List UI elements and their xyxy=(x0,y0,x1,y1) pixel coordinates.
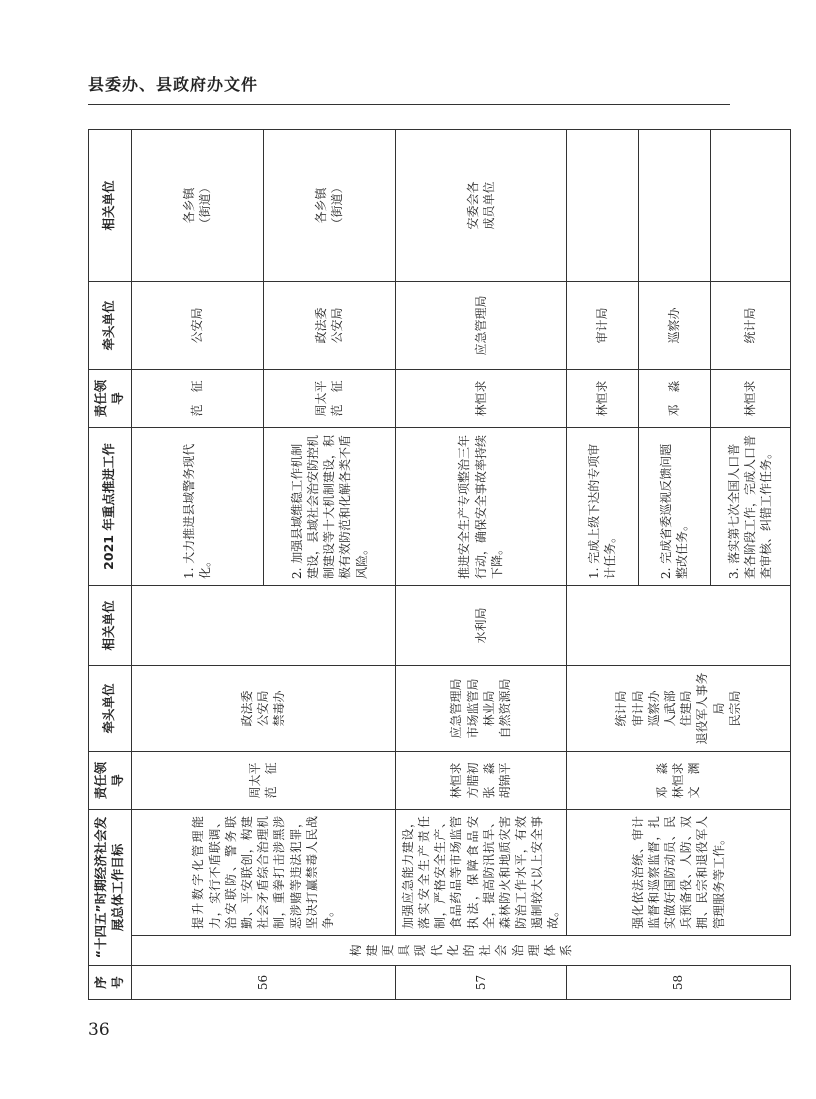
table-row xyxy=(395,130,566,1000)
task-lead-units: 应急管理局 xyxy=(395,282,566,370)
task-leaders: 邓 淼 xyxy=(638,370,710,428)
col-header-lead-unit: 牵头单位 xyxy=(89,666,132,752)
task-text: 2. 完成省委巡视反馈问题整改任务。 xyxy=(638,428,710,586)
table-row xyxy=(131,130,263,1000)
row-lead-units: 统计局 审计局 巡察办 人武部 住建局 退役军人事务局 民宗局 xyxy=(566,666,790,752)
task-related xyxy=(710,130,790,282)
task-leaders: 林恒求 xyxy=(710,370,790,428)
row-related: 水利局 xyxy=(395,586,566,666)
row-seq: 56 xyxy=(131,966,395,1000)
col-header-task-leader: 责任领导 xyxy=(89,370,132,428)
task-text: 3. 落实第七次全国人口普查各阶段工作，完成人口普查审核、纠错工作任务。 xyxy=(710,428,790,586)
col-header-goal: “十四五”时期经济社会发展总体工作目标 xyxy=(89,810,132,966)
col-header-leader: 责任领导 xyxy=(89,752,132,810)
row-goal: 强化依法治统、审计监督和巡察监督，扎实做好国防动员、民兵预备役、人防、双拥、民宗和退役军人管理服务等工作。 xyxy=(566,810,790,936)
work-target-table xyxy=(88,129,791,1000)
task-related xyxy=(638,130,710,282)
task-lead-units: 审计局 xyxy=(566,282,638,370)
rotated-table-container xyxy=(88,130,774,1000)
task-lead-units: 公安局 xyxy=(131,282,263,370)
row-lead-units: 政法委 公安局 禁毒办 xyxy=(131,666,395,752)
col-header-task-lead-unit: 牵头单位 xyxy=(89,282,132,370)
task-leaders: 范 征 xyxy=(131,370,263,428)
task-related xyxy=(566,130,638,282)
row-seq: 57 xyxy=(395,966,566,1000)
task-lead-units: 政法委 公安局 xyxy=(263,282,395,370)
task-lead-units: 巡察办 xyxy=(638,282,710,370)
task-leaders: 林恒求 xyxy=(395,370,566,428)
col-header-seq: 序号 xyxy=(89,966,132,1000)
task-text: 推进安全生产专项整治三年行动，确保安全事故率持续下降。 xyxy=(395,428,566,586)
task-related: 各乡镇 （街道） xyxy=(263,130,395,282)
task-text: 2. 加强县域维稳工作机制建设，县域社会治安防控机制建设等十大机制建设，积极有效防范和化解各类不盾风险。 xyxy=(263,428,395,586)
table-row xyxy=(566,130,638,1000)
row-leaders: 邓 淼 林恒求 文 渊 xyxy=(566,752,790,810)
task-related: 各乡镇 （街道） xyxy=(131,130,263,282)
row-category: 构建更具现代化的社会治理体系 xyxy=(131,936,790,966)
row-leaders: 周太平 范 征 xyxy=(131,752,395,810)
row-seq: 58 xyxy=(566,966,790,1000)
task-leaders: 林恒求 xyxy=(566,370,638,428)
col-header-task-related: 相关单位 xyxy=(89,130,132,282)
task-related: 安委会各 成员单位 xyxy=(395,130,566,282)
row-goal: 加强应急能力建设，落实安全生产责任制，严格安全生产、食品药品等市场监管执法，保障食品安全，提高防汛抗旱、森林防火和地质灾害防治工作水平，有效遏制较大以上安全事故。 xyxy=(395,810,566,936)
table-header-row xyxy=(89,130,132,1000)
row-related xyxy=(566,586,790,666)
col-header-related: 相关单位 xyxy=(89,586,132,666)
task-text: 1. 大力推进县域警务现代化。 xyxy=(131,428,263,586)
row-goal: 提升数字化管理能力，实行不盾联调、治安联防、警务联勤、平安联创，构建社会矛盾综合治理机制，重拳打击涉黑涉恶涉赌等违法犯罪，坚决打赢禁毒人民战争。 xyxy=(131,810,395,936)
row-lead-units: 应急管理局 市场监管局 林业局 自然资源局 xyxy=(395,666,566,752)
task-text: 1. 完成上级下达的专项审计任务。 xyxy=(566,428,638,586)
col-header-task: 2021 年重点推进工作 xyxy=(89,428,132,586)
task-leaders: 周太平 范 征 xyxy=(263,370,395,428)
row-leaders: 林恒求 方腊初 张 淼 胡锦平 xyxy=(395,752,566,810)
document-header: 县委办、县政府办文件 xyxy=(88,75,259,94)
page-number: 36 xyxy=(88,1020,110,1040)
header-rule xyxy=(88,104,730,105)
task-lead-units: 统计局 xyxy=(710,282,790,370)
row-related xyxy=(131,586,395,666)
